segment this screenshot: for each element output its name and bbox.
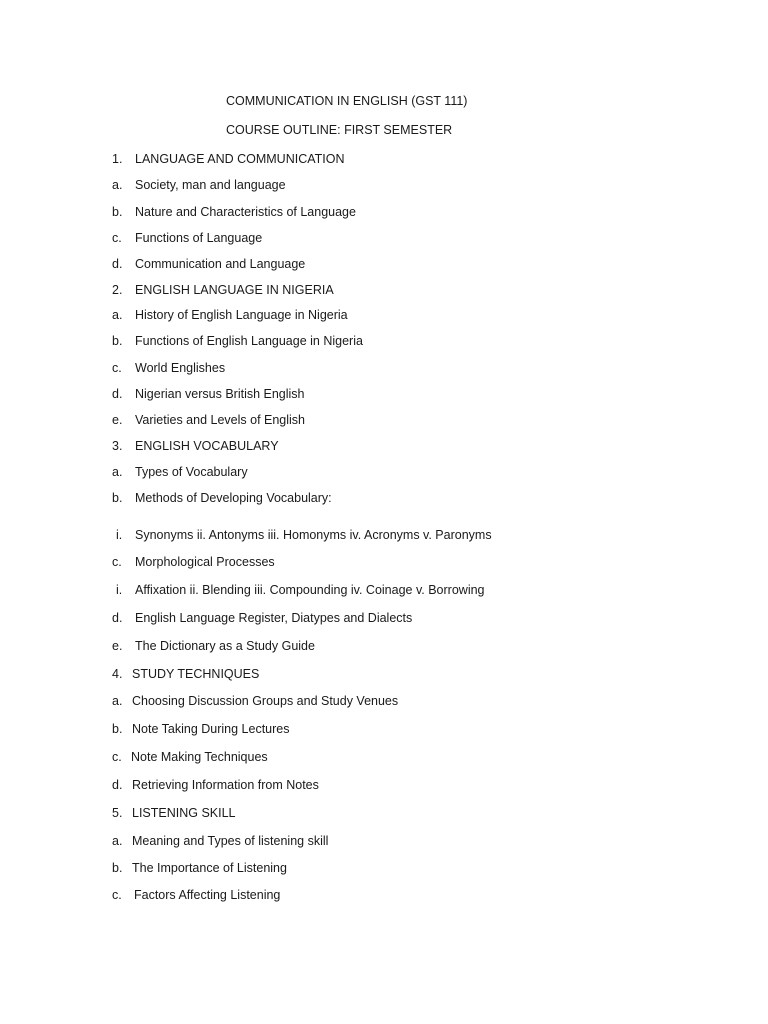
list-item-text: Functions of English Language in Nigeria <box>135 334 363 348</box>
list-item-text: Methods of Developing Vocabulary: <box>135 491 332 505</box>
list-item <box>112 413 306 427</box>
list-item <box>112 334 363 348</box>
list-item-text: Types of Vocabulary <box>135 465 248 479</box>
list-marker: 3. <box>112 439 123 453</box>
list-item <box>112 834 329 848</box>
section-heading <box>112 152 345 166</box>
document-subtitle: COURSE OUTLINE: FIRST SEMESTER <box>226 123 453 137</box>
list-item-text: STUDY TECHNIQUES <box>132 667 260 681</box>
list-item <box>112 465 248 479</box>
section-heading <box>112 806 236 820</box>
list-item <box>112 722 290 736</box>
list-item-text: History of English Language in Nigeria <box>135 308 348 322</box>
list-marker: d. <box>112 778 123 792</box>
list-marker: b. <box>112 334 123 348</box>
list-marker: b. <box>112 205 123 219</box>
list-item-text: The Dictionary as a Study Guide <box>135 639 315 653</box>
section-heading <box>112 667 260 681</box>
list-marker: b. <box>112 722 123 736</box>
list-item <box>112 387 305 401</box>
list-item-text: ENGLISH LANGUAGE IN NIGERIA <box>135 283 334 297</box>
list-marker: 1. <box>112 152 123 166</box>
list-item <box>112 361 226 375</box>
list-item-text: Meaning and Types of listening skill <box>132 834 329 848</box>
list-item-text: Nature and Characteristics of Language <box>135 205 356 219</box>
list-item <box>112 205 356 219</box>
list-item <box>112 308 348 322</box>
list-item-text: Society, man and language <box>135 178 286 192</box>
list-item <box>112 750 268 764</box>
list-item <box>112 888 281 902</box>
list-item <box>112 178 286 192</box>
list-item-text: Nigerian versus British English <box>135 387 305 401</box>
list-item <box>112 611 413 625</box>
list-marker: i. <box>116 528 123 542</box>
list-item-text: LISTENING SKILL <box>132 806 236 820</box>
list-marker: b. <box>112 491 123 505</box>
list-marker: e. <box>112 639 123 653</box>
list-item <box>112 639 315 653</box>
list-marker: 4. <box>112 667 123 681</box>
list-item-text: World Englishes <box>135 361 226 375</box>
list-item <box>112 555 275 569</box>
list-item <box>112 861 287 875</box>
list-marker: 2. <box>112 283 123 297</box>
list-marker: a. <box>112 465 123 479</box>
list-marker: a. <box>112 834 123 848</box>
list-item-text: ENGLISH VOCABULARY <box>135 439 279 453</box>
list-item-text: Choosing Discussion Groups and Study Venues <box>132 694 399 708</box>
list-item <box>112 583 485 597</box>
list-marker: c. <box>112 231 122 245</box>
list-item <box>112 528 492 542</box>
list-marker: e. <box>112 413 123 427</box>
list-item <box>112 778 319 792</box>
list-item-text: Retrieving Information from Notes <box>132 778 319 792</box>
list-item-text: Morphological Processes <box>135 555 275 569</box>
list-item-text: Factors Affecting Listening <box>134 888 281 902</box>
list-item-text: The Importance of Listening <box>132 861 287 875</box>
section-heading <box>112 283 334 297</box>
section-heading <box>112 439 279 453</box>
list-marker: 5. <box>112 806 123 820</box>
list-item-text: LANGUAGE AND COMMUNICATION <box>135 152 345 166</box>
document-title: COMMUNICATION IN ENGLISH (GST 111) <box>226 94 468 108</box>
list-marker: d. <box>112 387 123 401</box>
list-item-text: Note Taking During Lectures <box>132 722 290 736</box>
list-item-text: Communication and Language <box>135 257 306 271</box>
list-item <box>112 694 399 708</box>
list-marker: a. <box>112 178 123 192</box>
list-item-text: Affixation ii. Blending iii. Compounding iv. Coinage v. Borrowing <box>135 583 485 597</box>
list-marker: c. <box>112 888 122 902</box>
list-item <box>112 231 263 245</box>
list-item <box>112 257 306 271</box>
list-marker: a. <box>112 694 123 708</box>
list-marker: c. <box>112 555 122 569</box>
list-item-text: Synonyms ii. Antonyms iii. Homonyms iv. Acronyms v. Paronyms <box>135 528 492 542</box>
list-marker: c. <box>112 750 122 764</box>
list-marker: b. <box>112 861 123 875</box>
list-marker: c. <box>112 361 122 375</box>
list-item-text: Functions of Language <box>135 231 263 245</box>
list-marker: d. <box>112 611 123 625</box>
list-item-text: Varieties and Levels of English <box>135 413 306 427</box>
list-item-text: English Language Register, Diatypes and Dialects <box>135 611 413 625</box>
list-item-text: Note Making Techniques <box>131 750 268 764</box>
list-marker: a. <box>112 308 123 322</box>
list-marker: d. <box>112 257 123 271</box>
list-item <box>112 491 332 505</box>
list-marker: i. <box>116 583 123 597</box>
